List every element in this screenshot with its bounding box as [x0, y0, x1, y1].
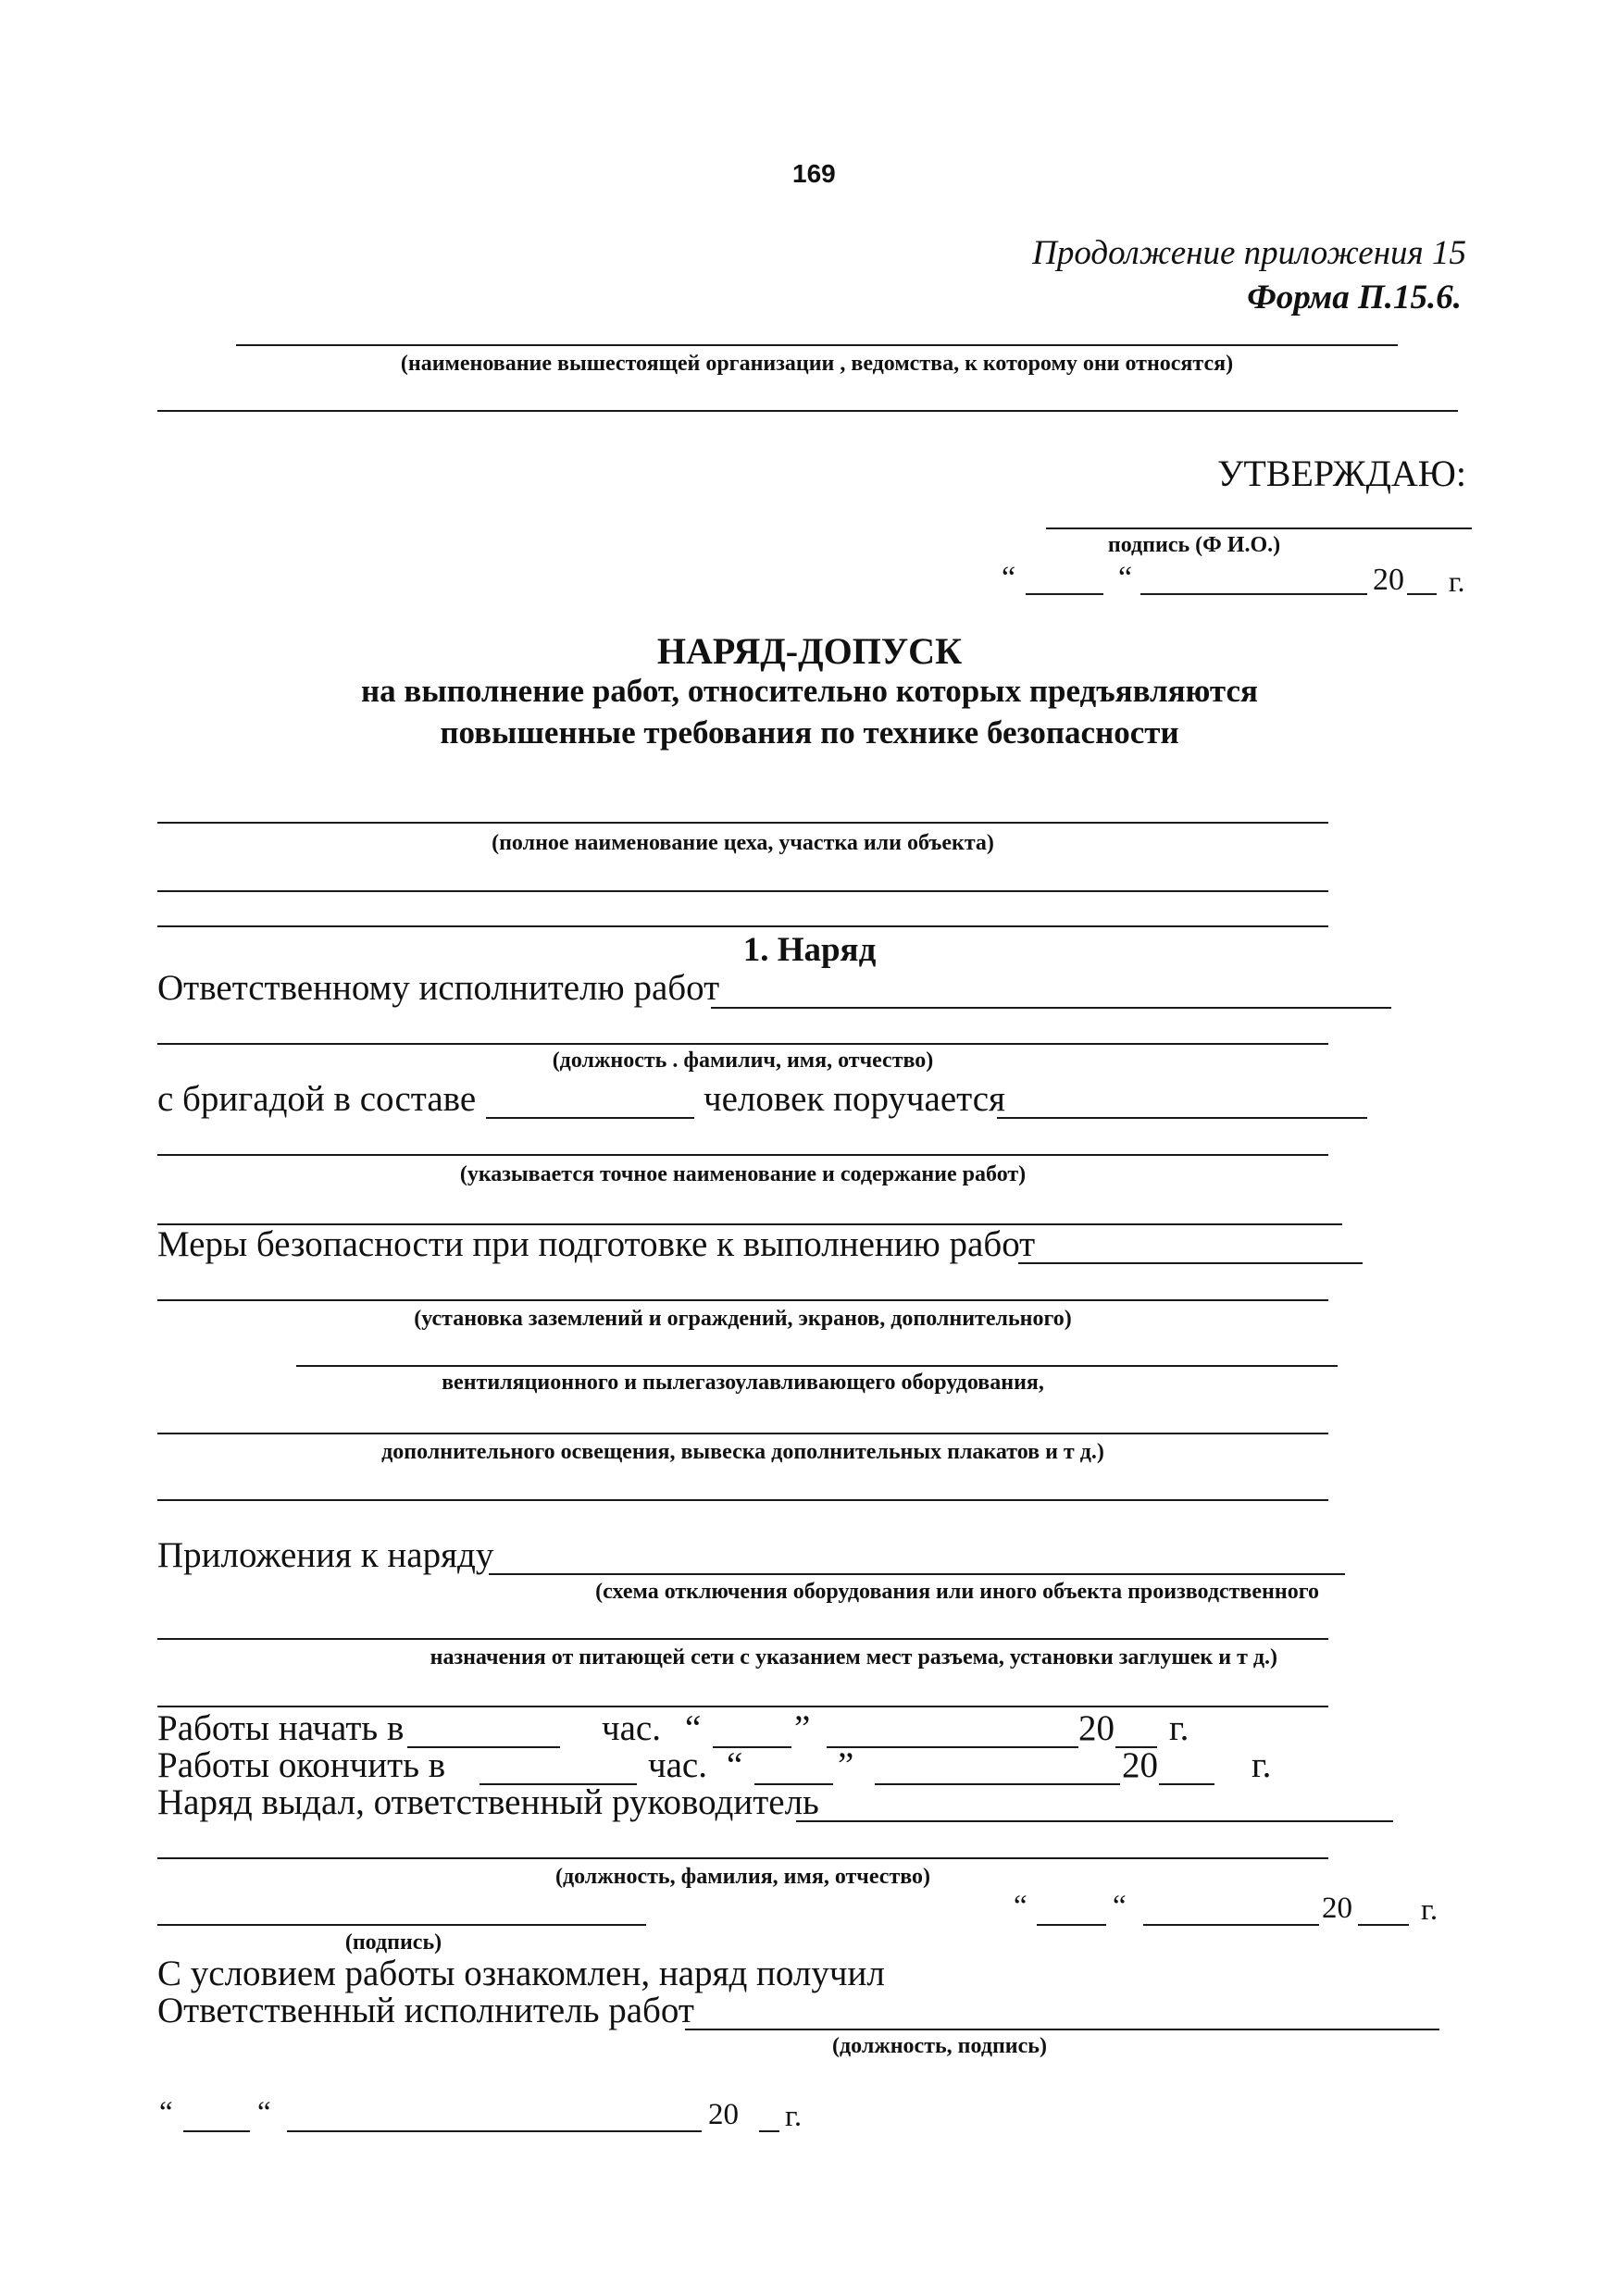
issuer-signature-caption: (подпись): [344, 1930, 442, 1955]
person-caption: (должность . фамилич, имя, отчество): [552, 1049, 934, 1073]
measures-line-3[interactable]: [296, 1365, 1338, 1367]
approve-signature-caption: подпись (Ф И.О.): [1107, 533, 1281, 557]
approve-day-line[interactable]: [1026, 593, 1103, 595]
measures-line-2[interactable]: [157, 1299, 1328, 1301]
measures-caption-2: вентиляционного и пылегазоулавливающего оборудования,: [442, 1371, 1044, 1395]
measures-line-5[interactable]: [157, 1499, 1328, 1501]
work-caption: (указывается точное наименование и содержание работ): [459, 1162, 1027, 1186]
final-year-suffix: г.: [785, 2100, 803, 2133]
start-quote-open: “: [685, 1708, 702, 1748]
measures-line[interactable]: [1018, 1262, 1363, 1264]
issued-date-close-quote: “: [1113, 1890, 1127, 1923]
continuation-note: Продолжение приложения 15: [1032, 234, 1466, 272]
approve-date-open-quote: “: [1002, 561, 1016, 595]
approve-year-prefix: 20: [1373, 563, 1404, 597]
doc-subtitle-1: на выполнение работ, относительно которых предъявляются: [361, 673, 1258, 709]
measures-line-4[interactable]: [157, 1433, 1328, 1434]
issued-year-suffix: г.: [1421, 1893, 1438, 1927]
end-year-line[interactable]: [1159, 1783, 1214, 1785]
responsible-label: Ответственному исполнителю работ: [157, 968, 720, 1008]
org-caption: (наименование вышестоящей организации , ведомства, к которому они относятся): [400, 352, 1234, 376]
executor-caption: (должность, подпись): [832, 2034, 1047, 2058]
issued-label: Наряд выдал, ответственный руководитель: [157, 1782, 819, 1822]
brigade-label: с бригадой в составе: [157, 1079, 477, 1119]
executor-line[interactable]: [685, 2029, 1439, 2030]
final-month-line[interactable]: [287, 2130, 702, 2132]
attachments-caption-2: назначения от питающей сети с указанием мест разъема, установки заглушек и т д.): [430, 1645, 1277, 1669]
issued-year-line[interactable]: [1358, 1924, 1409, 1926]
responsible-line[interactable]: [711, 1007, 1391, 1009]
start-year-suffix: г.: [1169, 1708, 1189, 1748]
issuer-caption: (должность, фамилия, имя, отчество): [554, 1865, 931, 1889]
form-id: Форма П.15.6.: [1247, 279, 1462, 316]
doc-subtitle-2: повышенные требования по технике безопасности: [440, 714, 1179, 751]
issuer-signature-line[interactable]: [157, 1924, 646, 1926]
end-month-line[interactable]: [875, 1783, 1120, 1785]
attachments-line-2[interactable]: [157, 1638, 1328, 1640]
object-line[interactable]: [157, 822, 1328, 824]
end-hour-label: час.: [648, 1745, 707, 1785]
people-label: человек поручается: [704, 1079, 1005, 1119]
end-quote-close: ”: [838, 1745, 854, 1785]
object-line-3[interactable]: [157, 925, 1328, 927]
start-year-prefix: 20: [1078, 1708, 1115, 1748]
final-year-prefix: 20: [708, 2098, 739, 2131]
approve-year-line[interactable]: [1407, 593, 1437, 595]
measures-label: Меры безопасности при подготовке к выполнению работ: [157, 1224, 1036, 1264]
object-line-2[interactable]: [157, 890, 1328, 892]
approve-title: УТВЕРЖДАЮ:: [1217, 453, 1466, 494]
section-1-heading: 1. Наряд: [742, 931, 877, 969]
attachments-label: Приложения к наряду: [157, 1535, 494, 1575]
measures-caption-3: дополнительного освещения, вывеска дополнительных плакатов и т д.): [381, 1440, 1104, 1464]
final-year-line[interactable]: [759, 2130, 779, 2132]
start-label: Работы начать в: [157, 1708, 405, 1748]
attachments-line[interactable]: [489, 1573, 1345, 1575]
approve-date-close-quote: “: [1118, 561, 1133, 595]
executor-label: Ответственный исполнитель работ: [157, 1991, 694, 2030]
start-day-line[interactable]: [713, 1746, 791, 1748]
issued-day-line[interactable]: [1037, 1924, 1106, 1926]
issued-month-line[interactable]: [1143, 1924, 1319, 1926]
acquainted-label: С условием работы ознакомлен, наряд получил: [157, 1954, 885, 1993]
final-date-close-quote: “: [257, 2096, 271, 2129]
end-quote-open: “: [727, 1745, 743, 1785]
attachments-caption-1: (схема отключения оборудования или иного объекта производственного: [595, 1580, 1319, 1604]
end-year-prefix: 20: [1122, 1745, 1158, 1785]
issued-line[interactable]: [796, 1820, 1393, 1822]
org-line[interactable]: [236, 344, 1398, 346]
org-line-2[interactable]: [157, 410, 1458, 412]
issued-year-prefix: 20: [1322, 1892, 1352, 1925]
measures-caption-1: (установка заземлений и ограждений, экранов, дополнительного): [414, 1307, 1072, 1331]
start-hour-label: час.: [602, 1708, 661, 1748]
approve-year-suffix: г.: [1449, 565, 1465, 598]
approve-signature-line[interactable]: [1046, 527, 1472, 529]
final-day-line[interactable]: [183, 2130, 250, 2132]
work-line-2[interactable]: [157, 1154, 1328, 1156]
end-label: Работы окончить в: [157, 1745, 446, 1785]
approve-month-line[interactable]: [1140, 593, 1367, 595]
issued-date-open-quote: “: [1014, 1890, 1027, 1923]
object-caption: (полное наименование цеха, участка или объекта): [492, 831, 994, 855]
brigade-count-line[interactable]: [486, 1117, 694, 1119]
start-quote-close: ”: [794, 1708, 811, 1748]
responsible-line-2[interactable]: [157, 1043, 1328, 1045]
end-year-suffix: г.: [1252, 1745, 1272, 1785]
work-assigned-line[interactable]: [997, 1117, 1367, 1119]
start-month-line[interactable]: [827, 1746, 1078, 1748]
issued-line-2[interactable]: [157, 1857, 1328, 1859]
doc-title: НАРЯД-ДОПУСК: [656, 630, 963, 672]
final-date-open-quote: “: [159, 2096, 173, 2129]
page-number: 169: [792, 159, 836, 188]
